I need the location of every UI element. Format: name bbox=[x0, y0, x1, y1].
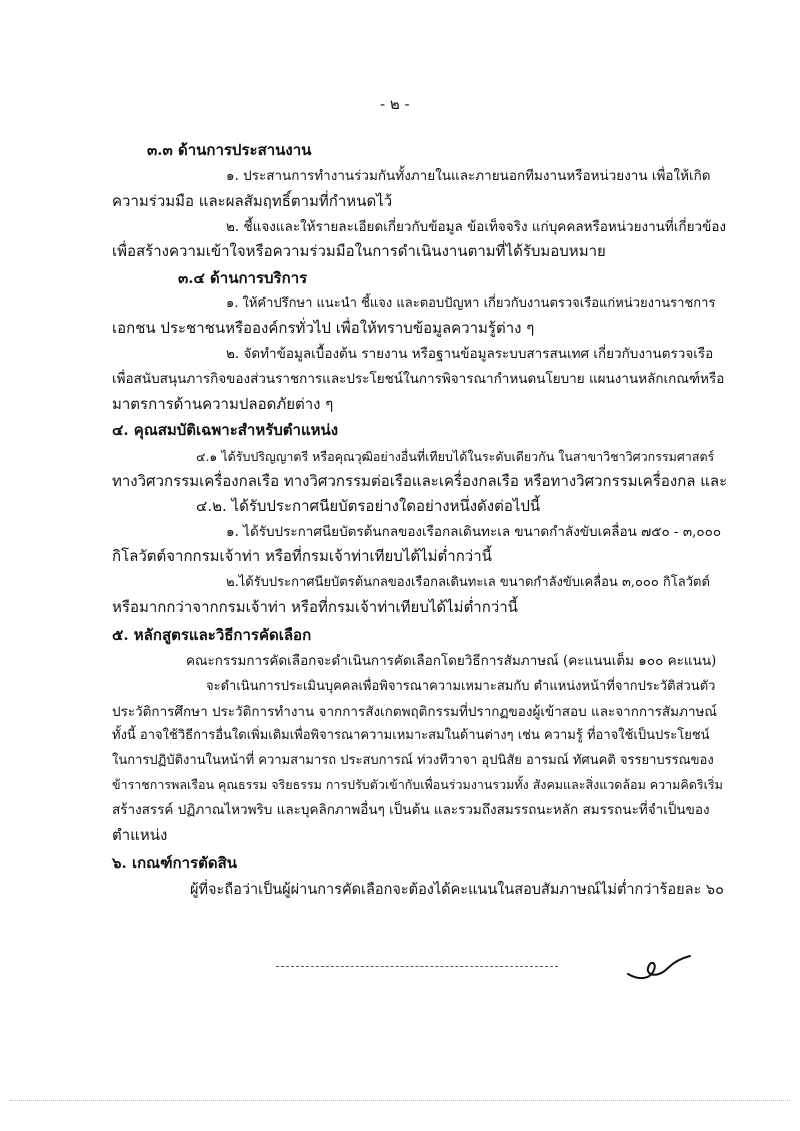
paragraph-line: จะดำเนินการประเมินบุคคลเพื่อพิจารณาความเหมาะสมกับ ตำแหน่งหน้าที่จากประวัติส่วนตัว bbox=[206, 679, 716, 694]
section-heading-3-4: ๓.๔ ด้านการบริการ bbox=[178, 269, 308, 287]
paragraph-line: ๑. ได้รับประกาศนียบัตรต้นกลของเรือกลเดินทะเล ขนาดกำลังขับเคลื่อน ๗๕๐ - ๓,๐๐๐ bbox=[226, 524, 722, 540]
paragraph-line: ๔.๑ ได้รับปริญญาตรี หรือคุณวุฒิอย่างอื่นที่เทียบได้ในระดับเดียวกัน ในสาขาวิชาวิศวกรรมศาสตร์ bbox=[196, 449, 715, 464]
paragraph-line: ๑. ประสานการทำงานร่วมกันทั้งภายในและภายนอกทีมงานหรือหน่วยงาน เพื่อให้เกิด bbox=[226, 168, 711, 184]
paragraph-line: ข้าราชการพลเรือน คุณธรรม จริยธรรม การปรับตัวเข้ากับเพื่อนร่วมงานรวมทั้ง สังคมและสิ่งแวดล้อม ความคิดริเริ่ม bbox=[112, 777, 723, 792]
section-heading-3-3: ๓.๓ ด้านการประสานงาน bbox=[147, 141, 312, 159]
paragraph-line: ทางวิศวกรรมเครื่องกลเรือ ทางวิศวกรรมต่อเรือและเครื่องกลเรือ หรือทางวิศวกรรมเครื่องกล และ bbox=[112, 472, 728, 490]
section-heading-6: ๖. เกณฑ์การตัดสิน bbox=[112, 854, 237, 872]
paragraph-line: หรือมากกว่าจากกรมเจ้าท่า หรือที่กรมเจ้าท่าเทียบได้ไม่ต่ำกว่านี้ bbox=[112, 598, 518, 616]
scan-noise-line bbox=[10, 1100, 790, 1101]
signature-mark bbox=[624, 950, 694, 986]
paragraph-line: เพื่อสนับสนุนภารกิจของส่วนราชการและประโยชน์ในการพิจารณากำหนดนโยบาย แผนงานหลักเกณฑ์หรือ bbox=[112, 371, 725, 387]
paragraph-line: ๒.ได้รับประกาศนียบัตรต้นกลของเรือกลเดินทะเล ขนาดกำลังขับเคลื่อน ๓,๐๐๐ กิโลวัตต์ bbox=[226, 575, 710, 590]
paragraph-line: ทั้งนี้ อาจใช้วิธีการอื่นใดเพิ่มเติมเพื่อพิจารณาความเหมาะสมในด้านต่างๆ เช่น ความรู้ ที่อาจใช้เป็นประโยชน์ bbox=[112, 728, 710, 743]
paragraph-line: ๑. ให้คำปรึกษา แนะนำ ชี้แจง และตอบปัญหา เกี่ยวกับงานตรวจเรือแก่หน่วยงานราชการ bbox=[226, 296, 716, 311]
paragraph-line: ๔.๒. ได้รับประกาศนียบัตรอย่างใดอย่างหนึ่งดังต่อไปนี้ bbox=[196, 497, 541, 515]
paragraph-line: ประวัติการศึกษา ประวัติการทำงาน จากการสังเกตพฤติกรรมที่ปรากฏของผู้เข้าสอบ และจากการสัมภาษณ์ bbox=[112, 704, 717, 720]
paragraph-line: คณะกรรมการคัดเลือกจะดำเนินการคัดเลือกโดยวิธีการสัมภาษณ์ (คะแนนเต็ม ๑๐๐ คะแนน) bbox=[186, 653, 717, 669]
paragraph-line: เอกชน ประชาชนหรือองค์กรทั่วไป เพื่อให้ทราบข้อมูลความรู้ต่าง ๆ bbox=[112, 319, 535, 337]
paragraph-line: ๒. ชี้แจงและให้รายละเอียดเกี่ยวกับข้อมูล ข้อเท็จจริง แก่บุคคลหรือหน่วยงานที่เกี่ยวข้อง bbox=[226, 219, 727, 235]
page-number: - ๒ - bbox=[380, 95, 410, 113]
paragraph-line: ความร่วมมือ และผลสัมฤทธิ์ตามที่กำหนดไว้ bbox=[112, 192, 393, 210]
paragraph-line: มาตรการด้านความปลอดภัยต่าง ๆ bbox=[112, 395, 334, 413]
paragraph-line: ตำแหน่ง bbox=[112, 826, 168, 844]
paragraph-line: เพื่อสร้างความเข้าใจหรือความร่วมมือในการดำเนินงานตามที่ได้รับมอบหมาย bbox=[112, 242, 606, 260]
paragraph-line: สร้างสรรค์ ปฏิภาณไหวพริบ และบุคลิกภาพอื่นๆ เป็นต้น และรวมถึงสมรรถนะหลัก สมรรถนะที่จำเป็นของ bbox=[112, 802, 710, 818]
section-heading-5: ๕. หลักสูตรและวิธีการคัดเลือก bbox=[112, 626, 312, 644]
section-heading-4: ๔. คุณสมบัติเฉพาะสำหรับตำแหน่ง bbox=[112, 421, 339, 439]
paragraph-line: ในการปฏิบัติงานในหน้าที่ ความสามารถ ประสบการณ์ ท่วงทีวาจา อุปนิสัย อารมณ์ ทัศนคติ จรรยาบรรณของ bbox=[112, 753, 714, 768]
paragraph-line: ๒. จัดทำข้อมูลเบื้องต้น รายงาน หรือฐานข้อมูลระบบสารสนเทศ เกี่ยวกับงานตรวจเรือ bbox=[226, 346, 714, 362]
dashed-divider bbox=[276, 966, 558, 967]
paragraph-line: ผู้ที่จะถือว่าเป็นผู้ผ่านการคัดเลือกจะต้องได้คะแนนในสอบสัมภาษณ์ไม่ต่ำกว่าร้อยละ ๖๐ bbox=[190, 882, 724, 898]
paragraph-line: กิโลวัตต์จากกรมเจ้าท่า หรือที่กรมเจ้าท่าเทียบได้ไม่ต่ำกว่านี้ bbox=[112, 547, 492, 565]
